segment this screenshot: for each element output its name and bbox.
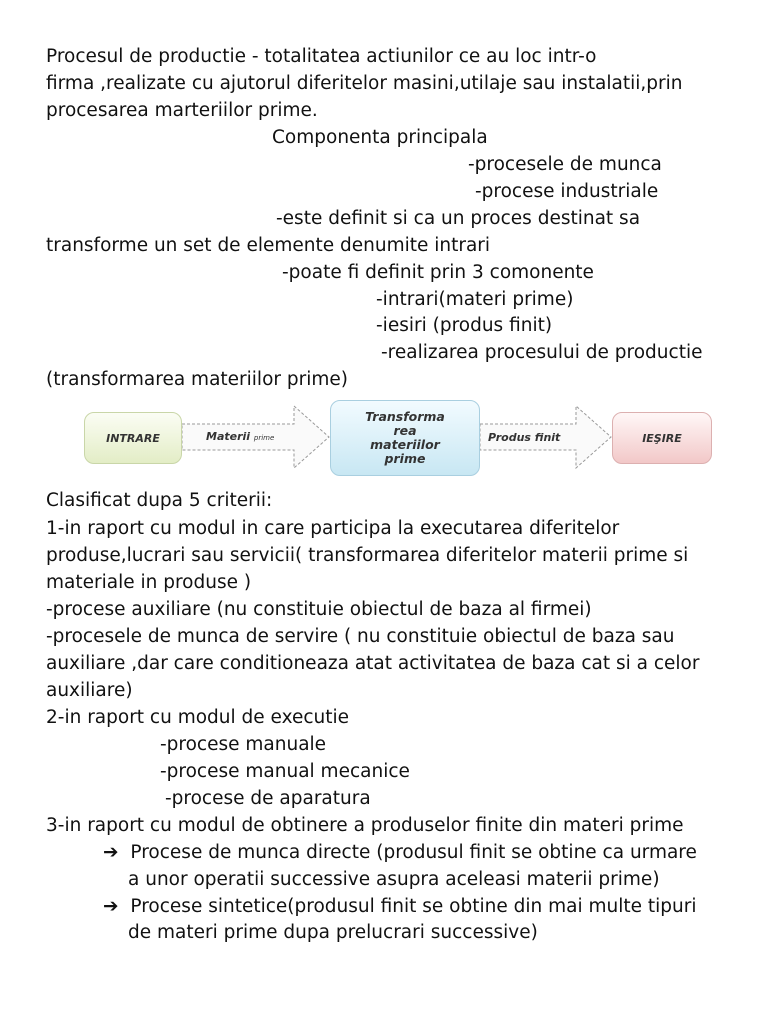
paragraph-line: procesarea marteriilor prime. [46, 100, 318, 121]
process-box: Transforma rea materiilor prime [330, 400, 480, 476]
section-heading: Clasificat dupa 5 criterii: [46, 490, 273, 511]
output-box: IEŞIRE [612, 412, 712, 464]
section-heading: Componenta principala [272, 127, 488, 148]
list-item: -procese manual mecanice [160, 761, 410, 782]
paragraph-line: -poate fi definit prin 3 comonente [282, 262, 594, 283]
paragraph-line: de materi prime dupa prelucrari successive) [128, 922, 538, 943]
paragraph-line: Procesul de productie - totalitatea actiunilor ce au loc intr-o [46, 46, 597, 67]
section-heading: 2-in raport cu modul de executie [46, 707, 350, 728]
paragraph-line: auxiliare ,dar care conditioneaza atat activitatea de baza cat si a celor [46, 653, 700, 674]
process-flow-diagram [82, 394, 722, 486]
list-item: -realizarea procesului de productie [381, 342, 703, 363]
arrow-bullet-icon: ➔ [103, 896, 119, 917]
paragraph-line: a unor operatii successive asupra aceleasi materii prime) [128, 869, 660, 890]
arrow-bullet-icon: ➔ [103, 842, 119, 863]
list-item: -procese de aparatura [165, 788, 371, 809]
paragraph-line: auxiliare) [46, 680, 133, 701]
arrow-label-produs-finit: Produs finit [488, 431, 561, 444]
list-item: -procese auxiliare (nu constituie obiectul de baza al firmei) [46, 599, 592, 620]
list-item: -procesele de munca [468, 154, 662, 175]
arrow-label-materii: Materii prime [206, 430, 275, 443]
list-item: -procese industriale [475, 181, 659, 202]
paragraph-line: -este definit si ca un proces destinat sa [276, 208, 641, 229]
input-box: INTRARE [84, 412, 182, 464]
paragraph-line: materiale in produse ) [46, 572, 252, 593]
paragraph-line: 1-in raport cu modul in care participa la executarea diferitelor [46, 518, 620, 539]
paragraph-line: (transformarea materiilor prime) [46, 369, 348, 390]
list-item: -procese manuale [160, 734, 327, 755]
list-item: -iesiri (produs finit) [376, 315, 553, 336]
section-heading: 3-in raport cu modul de obtinere a produselor finite din materi prime [46, 815, 684, 836]
paragraph-line: produse,lucrari sau servicii( transformarea diferitelor materii prime si [46, 545, 689, 566]
list-item: ➔ Procese sintetice(produsul finit se obtine din mai multe tipuri [103, 896, 697, 917]
paragraph-line: transforme un set de elemente denumite intrari [46, 235, 491, 256]
list-item: -procesele de munca de servire ( nu constituie obiectul de baza sau [46, 626, 675, 647]
list-item: ➔ Procese de munca directe (produsul finit se obtine ca urmare [103, 842, 697, 863]
list-item: -intrari(materi prime) [376, 289, 574, 310]
paragraph-line: firma ,realizate cu ajutorul diferitelor masini,utilaje sau instalatii,prin [46, 73, 683, 94]
